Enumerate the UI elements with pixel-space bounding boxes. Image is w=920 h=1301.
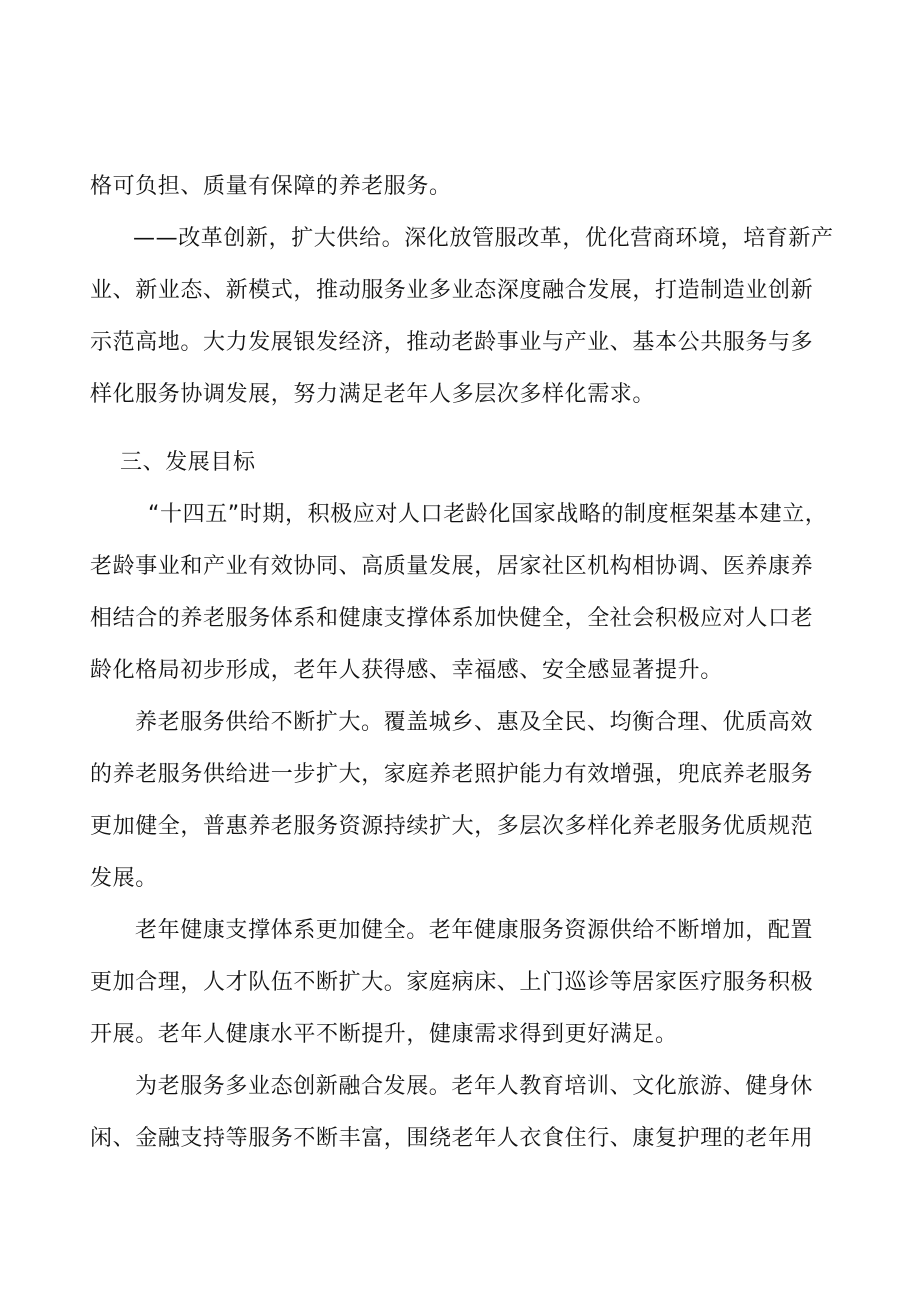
- text-line: “十四五”时期，积极应对人口老龄化国家战略的制度框架基本建立，: [148, 502, 828, 527]
- text-line: ——改革创新，扩大供给。深化放管服改革，优化营商环境，培育新产: [133, 226, 834, 251]
- text-line: 发展。: [90, 866, 158, 891]
- text-line: 龄化格局初步形成，老年人获得感、幸福感、安全感显著提升。: [90, 658, 723, 683]
- text-line: 业、新业态、新模式，推动服务业多业态深度融合发展，打造制造业创新: [90, 278, 814, 303]
- text-line: 格可负担、质量有保障的养老服务。: [90, 174, 452, 199]
- text-line: 为老服务多业态创新融合发展。老年人教育培训、文化旅游、健身休: [135, 1074, 814, 1099]
- text-line: 示范高地。大力发展银发经济，推动老龄事业与产业、基本公共服务与多: [90, 330, 814, 355]
- text-line: 更加合理，人才队伍不断扩大。家庭病床、上门巡诊等居家医疗服务积极: [90, 970, 814, 995]
- text-line: 开展。老年人健康水平不断提升，健康需求得到更好满足。: [90, 1022, 678, 1047]
- text-line: 老龄事业和产业有效协同、高质量发展，居家社区机构相协调、医养康养: [90, 554, 814, 579]
- text-line: 的养老服务供给进一步扩大，家庭养老照护能力有效增强，兜底养老服务: [90, 762, 814, 787]
- text-line: 闲、金融支持等服务不断丰富，围绕老年人衣食住行、康复护理的老年用: [90, 1126, 814, 1151]
- text-line: 养老服务供给不断扩大。覆盖城乡、惠及全民、均衡合理、优质高效: [135, 710, 814, 735]
- section-heading: 三、发展目标: [120, 450, 256, 475]
- text-line: 样化服务协调发展，努力满足老年人多层次多样化需求。: [90, 382, 656, 407]
- text-line: 相结合的养老服务体系和健康支撑体系加快健全，全社会积极应对人口老: [90, 606, 814, 631]
- text-line: 老年健康支撑体系更加健全。老年健康服务资源供给不断增加，配置: [135, 918, 814, 943]
- text-line: 更加健全，普惠养老服务资源持续扩大，多层次多样化养老服务优质规范: [90, 814, 814, 839]
